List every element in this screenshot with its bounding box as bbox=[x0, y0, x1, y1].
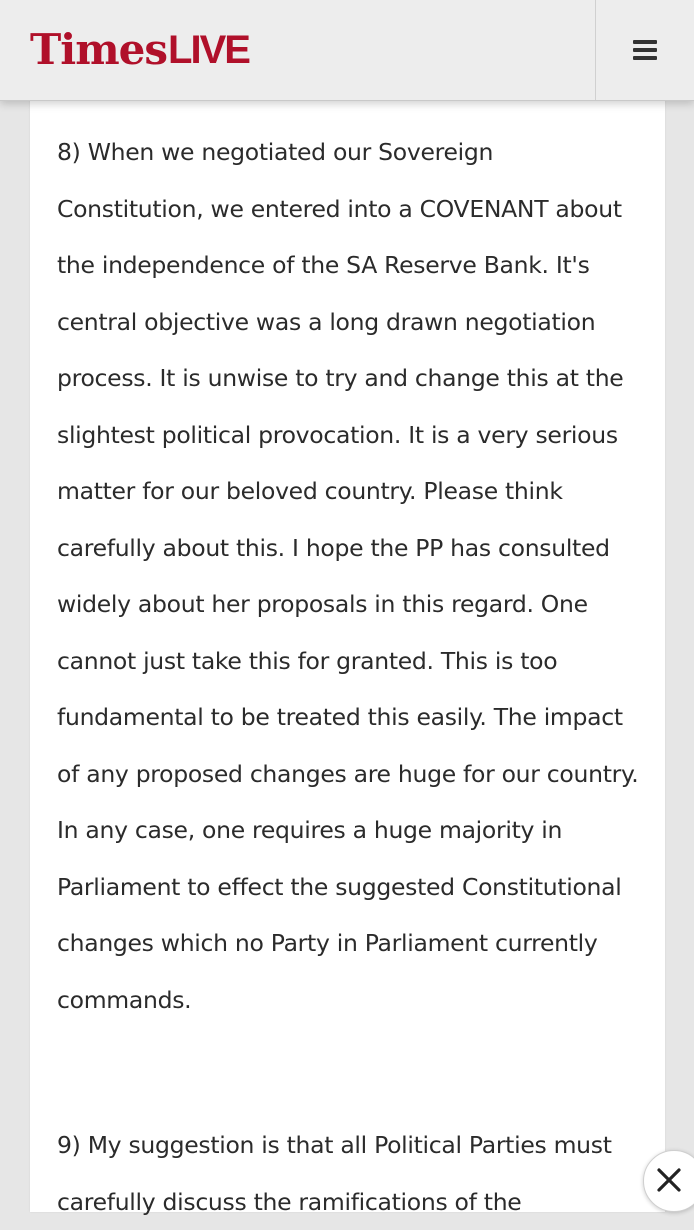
logo-live-text: LIVE bbox=[168, 28, 249, 72]
hamburger-menu-icon[interactable] bbox=[633, 40, 657, 60]
site-header bbox=[0, 0, 694, 101]
close-icon bbox=[653, 1164, 685, 1196]
logo-times-text: Times bbox=[30, 25, 168, 74]
timeslive-logo[interactable] bbox=[30, 22, 249, 78]
article-paragraph: 9) My suggestion is that all Political Parties must carefully discuss the ramifications of the bbox=[57, 1131, 612, 1216]
article-paragraph: 8) When we negotiated our Sovereign Constitution, we entered into a COVENANT about the independence of the SA Reserve Bank. It's central objective was a long drawn negotiation process. It is unwise to try and change this at the slightest political provocation. It is a very serious matter for our beloved country. Please think carefully about this. I hope the PP has consulted widely about her proposals in this regard. One cannot just take this for granted. This is too fundamental to be treated this easily. The impact of any proposed changes are huge for our country. In any case, one requires a huge majority in Parliament to effect the suggested Constitutional changes which no Party in Parliament currently commands. bbox=[57, 138, 639, 1014]
article-body bbox=[30, 92, 665, 1216]
menu-button[interactable] bbox=[595, 0, 694, 100]
